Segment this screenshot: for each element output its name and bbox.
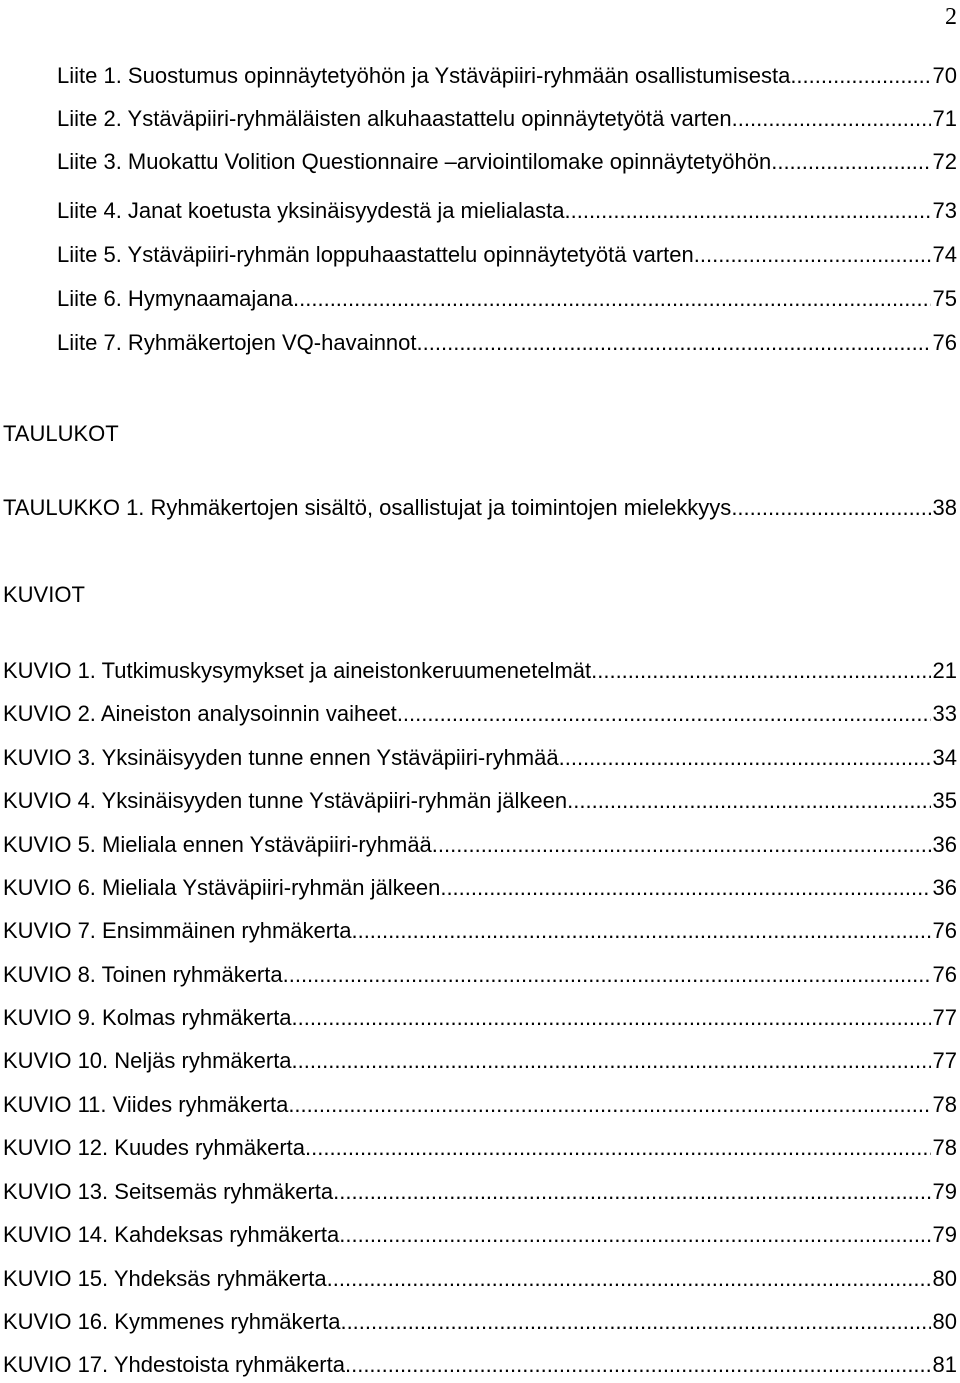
leader-dots: [417, 329, 931, 357]
toc-entry-figure-16[interactable]: [3, 1308, 957, 1336]
toc-entry-page: 33: [932, 701, 957, 726]
toc-entry-page: 76: [932, 330, 957, 355]
leader-dots: [292, 1047, 931, 1075]
leader-dots: [771, 148, 930, 176]
toc-entry-title: Liite 5. Ystäväpiiri-ryhmän loppuhaastattelu opinnäytetyötä varten: [57, 242, 694, 267]
toc-entry-title: Liite 2. Ystäväpiiri-ryhmäläisten alkuhaastattelu opinnäytetyötä varten.: [57, 106, 738, 131]
leader-dots: [288, 1091, 930, 1119]
toc-entry-page: 34: [932, 745, 957, 770]
toc-entry-figure-15[interactable]: [3, 1265, 957, 1293]
leader-dots: [292, 1004, 931, 1032]
toc-entry-title: Liite 1. Suostumus opinnäytetyöhön ja Ystäväpiiri-ryhmään osallistumisesta: [57, 63, 791, 88]
leader-dots: [694, 241, 931, 269]
leader-dots: [591, 657, 930, 685]
toc-entry-page: 38: [932, 495, 957, 520]
leader-dots: [305, 1134, 930, 1162]
toc-entry-page: 35: [932, 788, 957, 813]
toc-entry-figure-6[interactable]: [3, 874, 957, 902]
toc-entry-page: 36: [932, 832, 957, 857]
toc-entry-figure-14[interactable]: [3, 1221, 957, 1249]
toc-entry-title: TAULUKKO 1. Ryhmäkertojen sisältö, osallistujat ja toimintojen mielekkyys: [3, 495, 732, 520]
toc-entry-appendix-6[interactable]: [57, 285, 957, 313]
toc-entry-figure-1[interactable]: [3, 657, 957, 685]
leader-dots: [345, 1351, 931, 1379]
toc-entry-figure-7[interactable]: [3, 917, 957, 945]
toc-entry-title: KUVIO 17. Yhdestoista ryhmäkerta: [3, 1352, 345, 1377]
leader-dots: [571, 197, 931, 225]
toc-entry-page: 76: [932, 918, 957, 943]
toc-entry-figure-9[interactable]: [3, 1004, 957, 1032]
toc-entry-page: 80: [932, 1309, 957, 1334]
leader-dots: [573, 787, 930, 815]
toc-entry-title: KUVIO 2. Aineiston analysoinnin vaiheet: [3, 701, 397, 726]
leader-dots: [293, 285, 931, 313]
toc-entry-page: 78: [932, 1135, 957, 1160]
figures-heading: KUVIOT: [3, 582, 85, 607]
toc-entry-page: 79: [932, 1222, 957, 1247]
toc-entry-page: 76: [932, 962, 957, 987]
toc-entry-title: KUVIO 14. Kahdeksas ryhmäkerta: [3, 1222, 340, 1247]
toc-entry-appendix-1[interactable]: [57, 62, 957, 90]
toc-entry-figure-11[interactable]: [3, 1091, 957, 1119]
toc-entry-title: KUVIO 11. Viides ryhmäkerta: [3, 1092, 289, 1117]
leader-dots: [333, 1178, 930, 1206]
toc-entry-appendix-2[interactable]: [57, 105, 957, 133]
toc-entry-title: KUVIO 16. Kymmenes ryhmäkerta: [3, 1309, 341, 1334]
toc-entry-appendix-7[interactable]: [57, 329, 957, 357]
toc-entry-appendix-4[interactable]: [57, 197, 957, 225]
toc-entry-title: KUVIO 3. Yksinäisyyden tunne ennen Ystäväpiiri-ryhmää.: [3, 745, 565, 770]
toc-entry-page: 75: [932, 286, 957, 311]
toc-entry-title: Liite 7. Ryhmäkertojen VQ-havainnot: [57, 330, 417, 355]
toc-entry-figure-5[interactable]: [3, 831, 957, 859]
toc-entry-figure-3[interactable]: [3, 744, 957, 772]
toc-entry-figure-8[interactable]: [3, 961, 957, 989]
toc-entry-page: 77: [932, 1005, 957, 1030]
toc-entry-appendix-5[interactable]: [57, 241, 957, 269]
leader-dots: [340, 1308, 930, 1336]
leader-dots: [565, 744, 931, 772]
toc-entry-page: 71: [932, 106, 957, 131]
toc-entry-title: KUVIO 5. Mieliala ennen Ystäväpiiri-ryhmää: [3, 832, 432, 857]
tables-heading: TAULUKOT: [3, 421, 119, 446]
toc-entry-figure-17[interactable]: [3, 1351, 957, 1379]
toc-entry-page: 73: [932, 198, 957, 223]
toc-entry-figure-2[interactable]: [3, 700, 957, 728]
toc-entry-page: 79: [932, 1179, 957, 1204]
toc-entry-title: KUVIO 9. Kolmas ryhmäkerta: [3, 1005, 292, 1030]
toc-entry-table-1[interactable]: [3, 494, 957, 522]
leader-dots: [327, 1265, 931, 1293]
toc-entry-title: Liite 3. Muokattu Volition Questionnaire –arviointilomake opinnäytetyöhön: [57, 149, 772, 174]
toc-entry-title: KUVIO 13. Seitsemäs ryhmäkerta: [3, 1179, 334, 1204]
toc-entry-title: KUVIO 10. Neljäs ryhmäkerta: [3, 1048, 292, 1073]
toc-entry-title: Liite 4. Janat koetusta yksinäisyydestä ja mielialasta.: [57, 198, 571, 223]
toc-entry-page: 78: [932, 1092, 957, 1117]
toc-entry-page: 21: [932, 658, 957, 683]
toc-entry-figure-4[interactable]: [3, 787, 957, 815]
leader-dots: [397, 700, 931, 728]
leader-dots: [738, 105, 931, 133]
toc-entry-page: 80: [932, 1266, 957, 1291]
toc-entry-title: KUVIO 4. Yksinäisyyden tunne Ystäväpiiri-ryhmän jälkeen.: [3, 788, 574, 813]
leader-dots: [339, 1221, 930, 1249]
toc-entry-page: 36: [932, 875, 957, 900]
toc-entry-page: 72: [932, 149, 957, 174]
toc-entry-page: 81: [932, 1352, 957, 1377]
toc-entry-title: KUVIO 6. Mieliala Ystäväpiiri-ryhmän jälkeen.: [3, 875, 447, 900]
toc-entry-title: KUVIO 8. Toinen ryhmäkerta: [3, 962, 283, 987]
toc-entry-appendix-3[interactable]: [57, 148, 957, 176]
toc-entry-page: 77: [932, 1048, 957, 1073]
leader-dots: [446, 874, 930, 902]
toc-entry-page: 70: [932, 63, 957, 88]
toc-entry-page: 74: [932, 242, 957, 267]
toc-entry-title: KUVIO 12. Kuudes ryhmäkerta: [3, 1135, 306, 1160]
toc-entry-title: Liite 6. Hymynaamajana: [57, 286, 294, 311]
page-number: 2: [945, 4, 957, 30]
leader-dots: [432, 831, 931, 859]
toc-entry-title: KUVIO 7. Ensimmäinen ryhmäkerta: [3, 918, 352, 943]
leader-dots: [731, 494, 930, 522]
leader-dots: [283, 961, 931, 989]
leader-dots: [351, 917, 930, 945]
toc-entry-figure-13[interactable]: [3, 1178, 957, 1206]
toc-entry-figure-12[interactable]: [3, 1134, 957, 1162]
leader-dots: [790, 62, 930, 90]
toc-entry-title: KUVIO 1. Tutkimuskysymykset ja aineistonkeruumenetelmät: [3, 658, 592, 683]
toc-entry-title: KUVIO 15. Yhdeksäs ryhmäkerta: [3, 1266, 327, 1291]
toc-entry-figure-10[interactable]: [3, 1047, 957, 1075]
